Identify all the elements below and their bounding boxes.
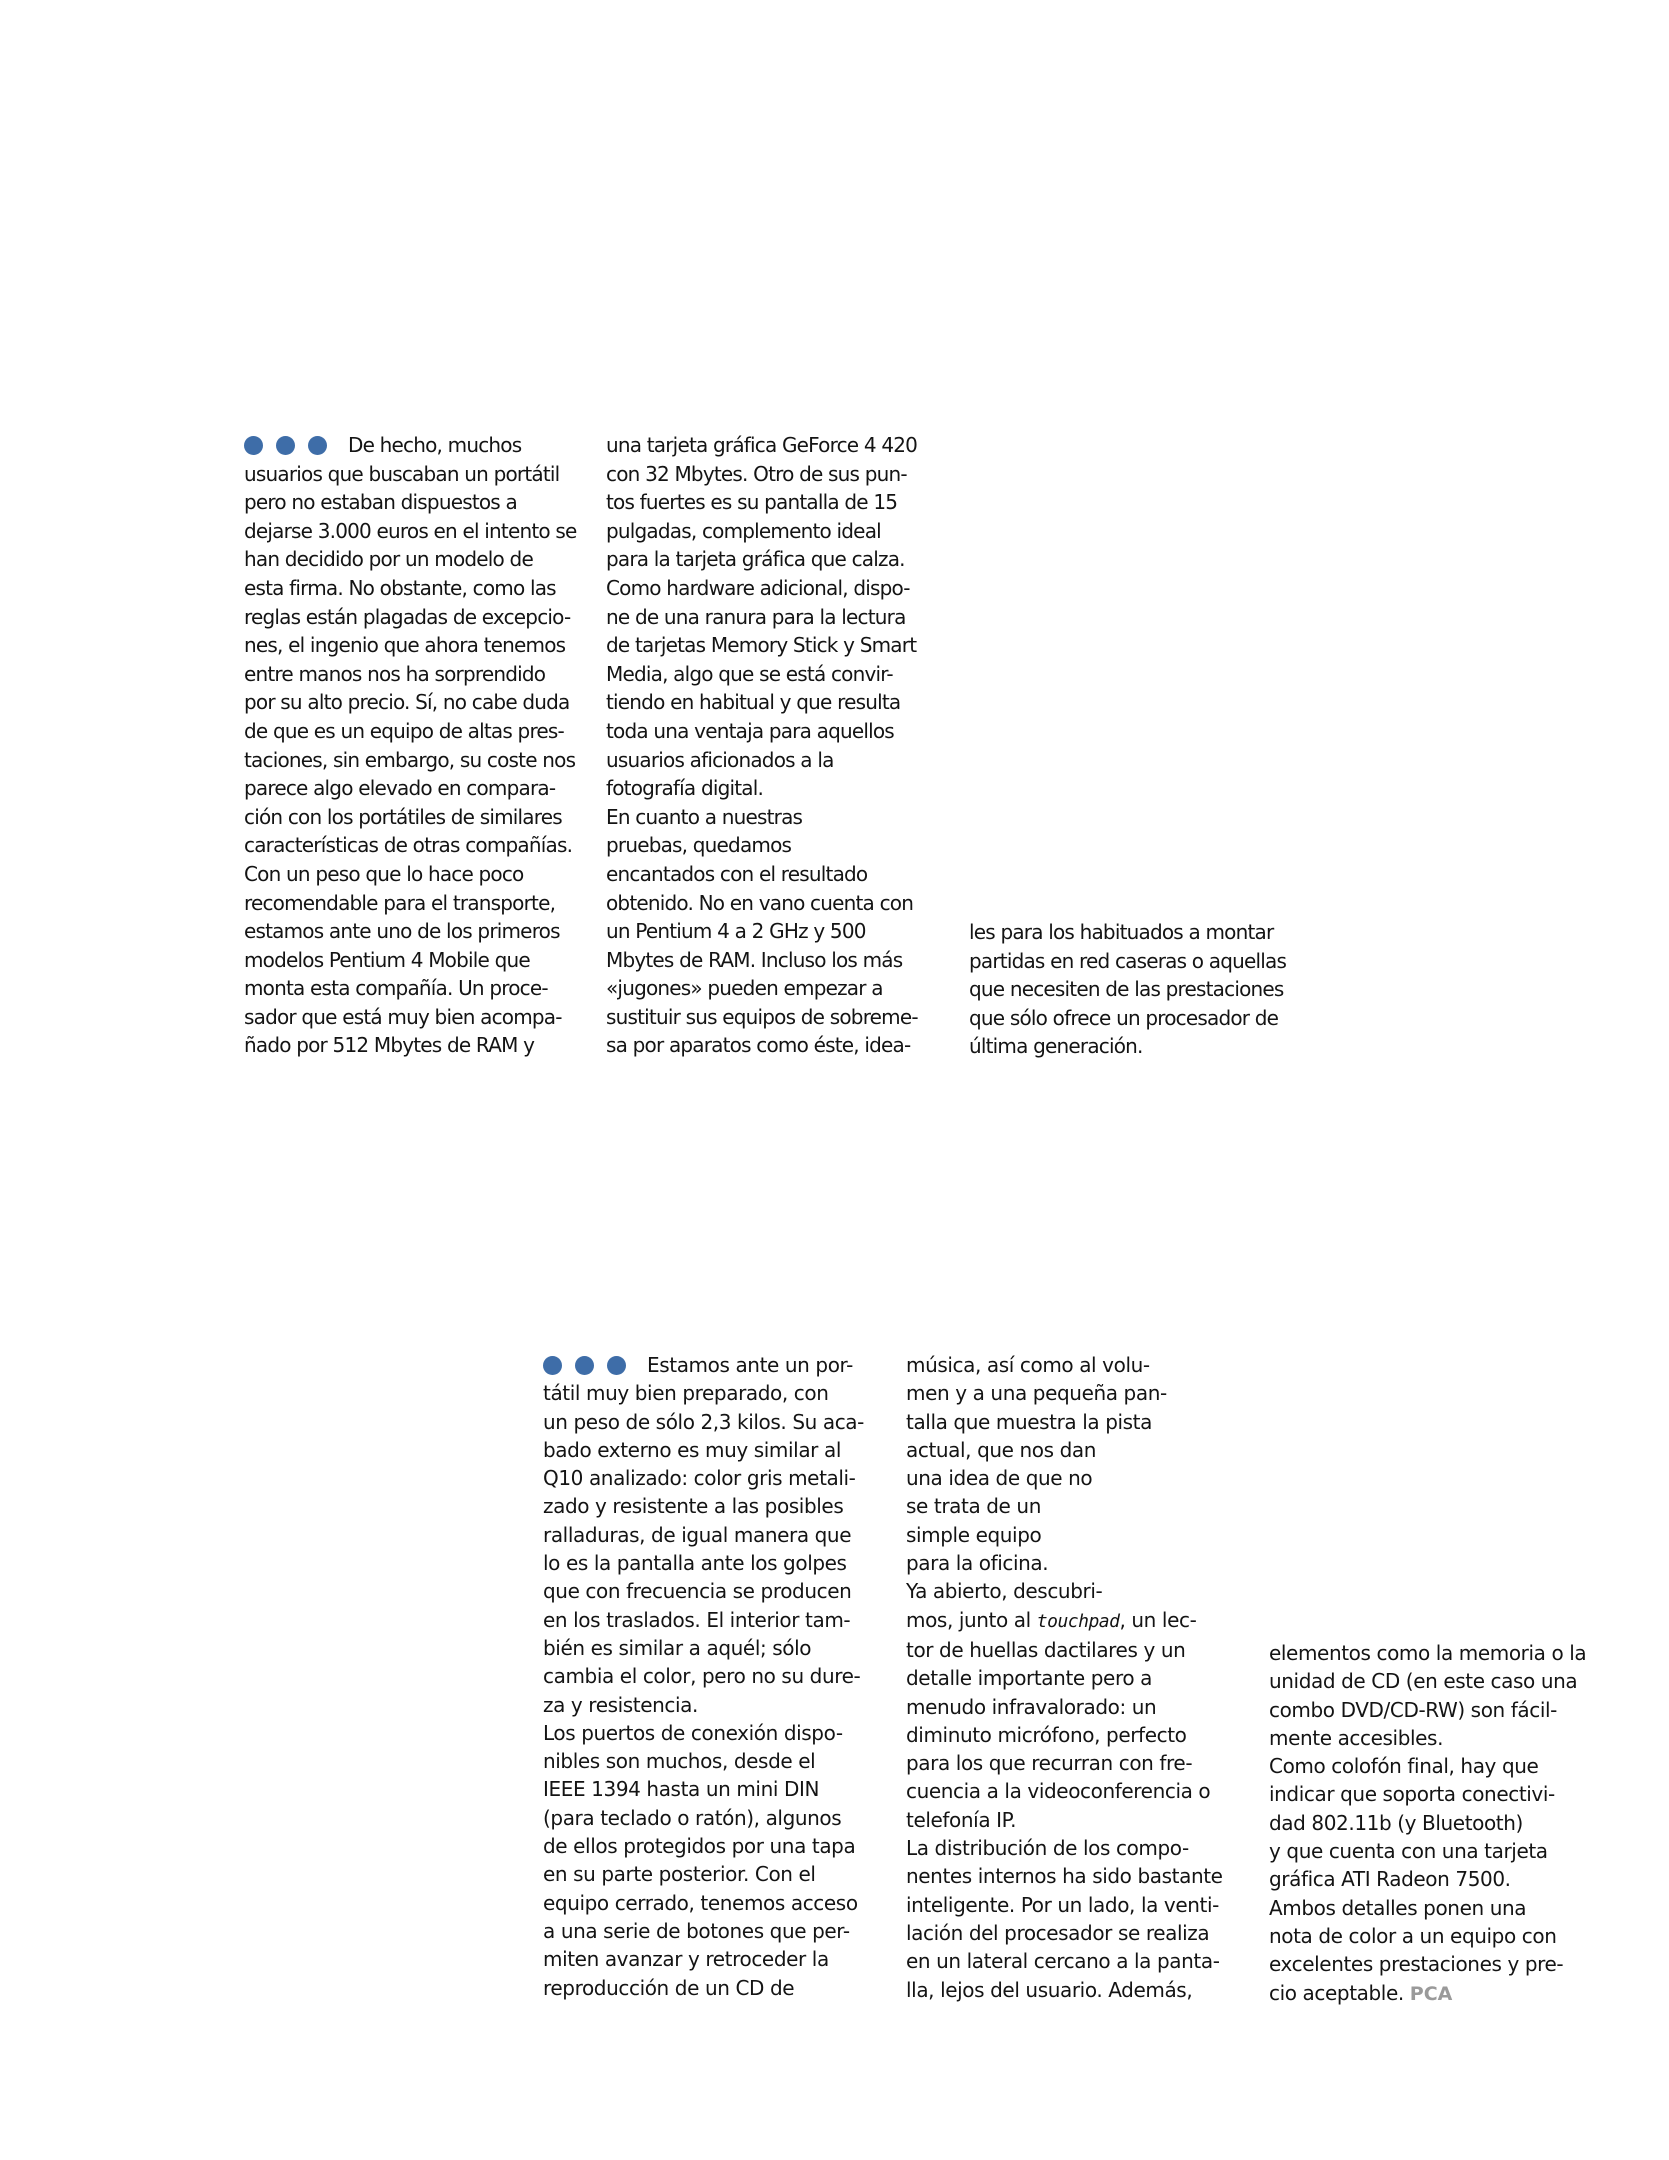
text-line: entre manos nos ha sorprendido bbox=[244, 661, 546, 686]
article-a-column-1 bbox=[244, 431, 577, 1060]
text-line: nota de color a un equipo con bbox=[1269, 1923, 1557, 1948]
text-line: dejarse 3.000 euros en el intento se bbox=[244, 518, 577, 543]
text-line: se trata de un bbox=[906, 1494, 1041, 1519]
article-b-column-2 bbox=[906, 1351, 1241, 2004]
text-line: estamos ante uno de los primeros bbox=[244, 919, 560, 944]
text-line: telefonía IP. bbox=[906, 1807, 1017, 1832]
text-line bbox=[543, 1351, 873, 1379]
text-line: nibles son muchos, desde el bbox=[543, 1749, 816, 1774]
text-line: una tarjeta gráfica GeForce 4 420 bbox=[606, 433, 918, 457]
text-line: taciones, sin embargo, su coste nos bbox=[244, 747, 576, 772]
text-line: última generación. bbox=[969, 1034, 1143, 1059]
text-line: diminuto micrófono, perfecto bbox=[906, 1722, 1187, 1747]
text-line: gráfica ATI Radeon 7500. bbox=[1269, 1867, 1511, 1892]
text-line: actual, que nos dan bbox=[906, 1437, 1097, 1462]
article-b-column-3 bbox=[1269, 1639, 1614, 2008]
article-b-column-2-part-2 bbox=[906, 1636, 1241, 2004]
text-line: Con un peso que lo hace poco bbox=[244, 861, 524, 886]
text-line: miten avanzar y retroceder la bbox=[543, 1947, 829, 1972]
text-line: han decidido por un modelo de bbox=[244, 547, 533, 572]
text-line: Mbytes de RAM. Incluso los más bbox=[606, 947, 903, 972]
text-line: esta firma. No obstante, como las bbox=[244, 575, 556, 600]
article-b-column-3-lines bbox=[1269, 1639, 1614, 1979]
text-line: unidad de CD (en este caso una bbox=[1269, 1669, 1578, 1694]
text-line: en los traslados. El interior tam- bbox=[543, 1607, 851, 1632]
text-line-last: cio aceptable. PCA bbox=[1269, 1980, 1453, 2005]
text-line: inteligente. Por un lado, la venti- bbox=[906, 1892, 1219, 1917]
text-line: que sólo ofrece un procesador de bbox=[969, 1005, 1279, 1030]
text-line: parece algo elevado en compara- bbox=[244, 776, 556, 801]
text-line: cambia el color, pero no su dure- bbox=[543, 1664, 861, 1689]
text-line: música, así como al volu- bbox=[906, 1353, 1150, 1377]
signature-pca: PCA bbox=[1409, 1982, 1453, 2005]
text-line: toda una ventaja para aquellos bbox=[606, 718, 894, 743]
text-line: sador que está muy bien acompa- bbox=[244, 1004, 562, 1029]
text-line: lla, lejos del usuario. Además, bbox=[906, 1977, 1193, 2002]
text-line: una idea de que no bbox=[906, 1466, 1093, 1491]
text-line: menudo infravalorado: un bbox=[906, 1694, 1157, 1719]
text-line: ralladuras, de igual manera que bbox=[543, 1522, 852, 1547]
dot-icon bbox=[575, 1356, 594, 1375]
text-line: dad 802.11b (y Bluetooth) bbox=[1269, 1810, 1523, 1835]
text-line: monta esta compañía. Un proce- bbox=[244, 976, 548, 1001]
text-line: Como hardware adicional, dispo- bbox=[606, 575, 910, 600]
text-line: tor de huellas dactilares y un bbox=[906, 1637, 1186, 1662]
text-line: ción con los portátiles de similares bbox=[244, 804, 562, 829]
text-line: tos fuertes es su pantalla de 15 bbox=[606, 490, 898, 515]
text-line: para la tarjeta gráfica que calza. bbox=[606, 547, 905, 572]
text-line: pulgadas, complemento ideal bbox=[606, 518, 881, 543]
text-line: indicar que soporta conectivi- bbox=[1269, 1782, 1555, 1807]
dot-icon bbox=[244, 436, 263, 455]
text-line: recomendable para el transporte, bbox=[244, 890, 556, 915]
text-line: de que es un equipo de altas pres- bbox=[244, 718, 564, 743]
text-line: pruebas, quedamos bbox=[606, 833, 792, 858]
article-a-column-2 bbox=[606, 431, 941, 1060]
text-line: simple equipo bbox=[906, 1522, 1042, 1547]
dot-icon bbox=[607, 1356, 626, 1375]
text-line: nes, el ingenio que ahora tenemos bbox=[244, 633, 566, 658]
dot-icon bbox=[543, 1356, 562, 1375]
text-line: por su alto precio. Sí, no cabe duda bbox=[244, 690, 570, 715]
text-line: un Pentium 4 a 2 GHz y 500 bbox=[606, 919, 866, 944]
text-line: usuarios que buscaban un portátil bbox=[244, 461, 560, 486]
text-line: nentes internos ha sido bastante bbox=[906, 1864, 1223, 1889]
text-line-content: De hecho, muchos bbox=[348, 433, 522, 457]
text-line: zado y resistente a las posibles bbox=[543, 1494, 844, 1519]
dot-icon bbox=[308, 436, 327, 455]
bullet-dots-icon bbox=[543, 1354, 643, 1376]
text-line: características de otras compañías. bbox=[244, 833, 573, 858]
text-line: tátil muy bien preparado, con bbox=[543, 1381, 829, 1406]
text-line: Media, algo que se está convir- bbox=[606, 661, 893, 686]
text-line: sa por aparatos como éste, idea- bbox=[606, 1033, 911, 1058]
bullet-dots-icon bbox=[244, 434, 344, 456]
article-b-column-2-part-1 bbox=[906, 1351, 1241, 1606]
text-line: mente accesibles. bbox=[1269, 1725, 1444, 1750]
text-line: Como colofón final, hay que bbox=[1269, 1754, 1539, 1779]
text-line: que necesiten de las prestaciones bbox=[969, 977, 1284, 1002]
touchpad-term: touchpad bbox=[1036, 1610, 1120, 1632]
text-line: un peso de sólo 2,3 kilos. Su aca- bbox=[543, 1409, 864, 1434]
text-line: lación del procesador se realiza bbox=[906, 1920, 1210, 1945]
text-line: tiendo en habitual y que resulta bbox=[606, 690, 901, 715]
text-line: y que cuenta con una tarjeta bbox=[1269, 1839, 1548, 1864]
text-line: bién es similar a aquél; sólo bbox=[543, 1635, 812, 1660]
text-line: men y a una pequeña pan- bbox=[906, 1381, 1167, 1406]
text-line: Ya abierto, descubri- bbox=[906, 1579, 1103, 1604]
text-line: encantados con el resultado bbox=[606, 861, 868, 886]
text-line: usuarios aficionados a la bbox=[606, 747, 834, 772]
text-line: En cuanto a nuestras bbox=[606, 804, 803, 829]
article-b-column-1 bbox=[543, 1351, 873, 2002]
text-line: combo DVD/CD-RW) son fácil- bbox=[1269, 1697, 1557, 1722]
text-line: ñado por 512 Mbytes de RAM y bbox=[244, 1033, 535, 1058]
text-line: en su parte posterior. Con el bbox=[543, 1862, 816, 1887]
text-line: excelentes prestaciones y pre- bbox=[1269, 1952, 1564, 1977]
dot-icon bbox=[276, 436, 295, 455]
text-line-content: Estamos ante un por- bbox=[647, 1353, 853, 1377]
text-line: pero no estaban dispuestos a bbox=[244, 490, 517, 515]
text-line: bado externo es muy similar al bbox=[543, 1437, 841, 1462]
text-line: ne de una ranura para la lectura bbox=[606, 604, 906, 629]
text-line: elementos como la memoria o la bbox=[1269, 1641, 1587, 1665]
text-line: en un lateral cercano a la panta- bbox=[906, 1949, 1220, 1974]
text-line: que con frecuencia se producen bbox=[543, 1579, 852, 1604]
text-line: obtenido. No en vano cuenta con bbox=[606, 890, 914, 915]
text-line: con 32 Mbytes. Otro de sus pun- bbox=[606, 461, 907, 486]
text-line: Los puertos de conexión dispo- bbox=[543, 1720, 843, 1745]
text-line: a una serie de botones que per- bbox=[543, 1918, 850, 1943]
text-line: detalle importante pero a bbox=[906, 1666, 1152, 1691]
text-line: lo es la pantalla ante los golpes bbox=[543, 1551, 847, 1576]
text-line: modelos Pentium 4 Mobile que bbox=[244, 947, 530, 972]
text-line: para la oficina. bbox=[906, 1551, 1049, 1576]
text-line: sustituir sus equipos de sobreme- bbox=[606, 1004, 918, 1029]
text-line: mos, junto al touchpad, un lec- bbox=[906, 1607, 1197, 1632]
text-line: za y resistencia. bbox=[543, 1692, 698, 1717]
text-line: partidas en red caseras o aquellas bbox=[969, 948, 1287, 973]
text-line: de tarjetas Memory Stick y Smart bbox=[606, 633, 917, 658]
text-line: reproducción de un CD de bbox=[543, 1975, 795, 2000]
text-line: talla que muestra la pista bbox=[906, 1409, 1152, 1434]
text-line: cuencia a la videoconferencia o bbox=[906, 1779, 1211, 1804]
text-line: IEEE 1394 hasta un mini DIN bbox=[543, 1777, 820, 1802]
text-line: (para teclado o ratón), algunos bbox=[543, 1805, 842, 1830]
article-a-column-3 bbox=[969, 918, 1304, 1061]
text-line: fotografía digital. bbox=[606, 776, 764, 801]
text-line: de ellos protegidos por una tapa bbox=[543, 1834, 856, 1859]
text-line: para los que recurran con fre- bbox=[906, 1751, 1193, 1776]
text-line: reglas están plagadas de excepcio- bbox=[244, 604, 571, 629]
text-line: La distribución de los compo- bbox=[906, 1836, 1189, 1861]
text-line: Ambos detalles ponen una bbox=[1269, 1895, 1527, 1920]
text-line: Q10 analizado: color gris metali- bbox=[543, 1466, 856, 1491]
text-line bbox=[244, 431, 574, 460]
text-line: equipo cerrado, tenemos acceso bbox=[543, 1890, 858, 1915]
text-line: «jugones» pueden empezar a bbox=[606, 976, 883, 1001]
text-line: les para los habituados a montar bbox=[969, 920, 1274, 944]
